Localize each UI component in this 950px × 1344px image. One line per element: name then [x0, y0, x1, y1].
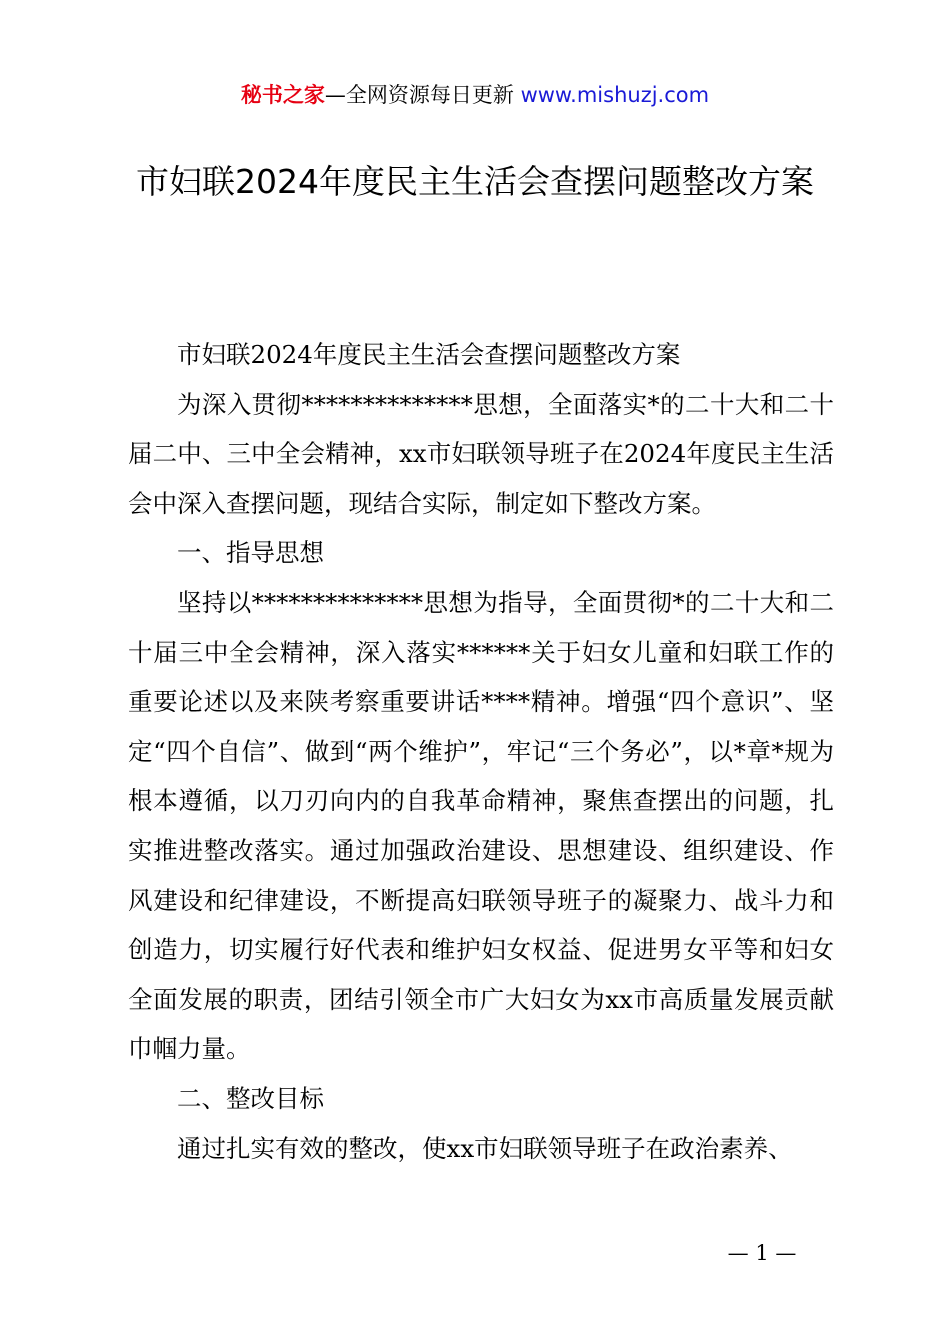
site-url-link[interactable]: www.mishuzj.com — [520, 83, 710, 107]
brand-name: 秘书之家 — [240, 83, 325, 107]
document-body — [128, 330, 834, 1173]
section-heading-rectification-goals: 二、整改目标 — [177, 1083, 324, 1113]
document-subtitle-paragraph: 市妇联2024年度民主生活会查摆问题整改方案 — [177, 340, 681, 369]
rectification-goals-paragraph: 通过扎实有效的整改，使xx市妇联领导班子在政治素养、 — [177, 1133, 793, 1163]
intro-paragraph: 为深入贯彻**************思想，全面落实*的二十大和二十届二中、三中全会精神，xx市妇联领导班子在2024年度民主生活会中深入查摆问题，现结合实际，制定如下整改方案。 — [128, 389, 834, 518]
page-number: — 1 — — [727, 1241, 797, 1265]
section-heading-guiding-ideology: 一、指导思想 — [177, 538, 324, 568]
banner-slogan: —全网资源每日更新 — [324, 83, 514, 107]
guiding-ideology-paragraph: 坚持以**************思想为指导，全面贯彻*的二十大和二十届三中全会精神，深入落实******关于妇女儿童和妇联工作的重要论述以及来陕考察重要讲话****精神。增强“四个意识”、坚定“四个自信”、做到“两个维护”，牢记“三个务必”，以*章*规为根本遵循，以刀刃向内的自我革命精神，聚焦查摆出的问题，扎实推进整改落实。通过加强政治建设、思想建设、组织建设、作风建设和纪律建设，不断提高妇联领导班子的凝聚力、战斗力和创造力，切实履行好代表和维护妇女权益、促进男女平等和妇女全面发展的职责，团结引领全市广大妇女为xx市高质量发展贡献巾帼力量。 — [128, 587, 834, 1064]
site-banner — [0, 80, 950, 110]
document-title: 市妇联2024年度民主生活会查摆问题整改方案 — [136, 162, 814, 201]
